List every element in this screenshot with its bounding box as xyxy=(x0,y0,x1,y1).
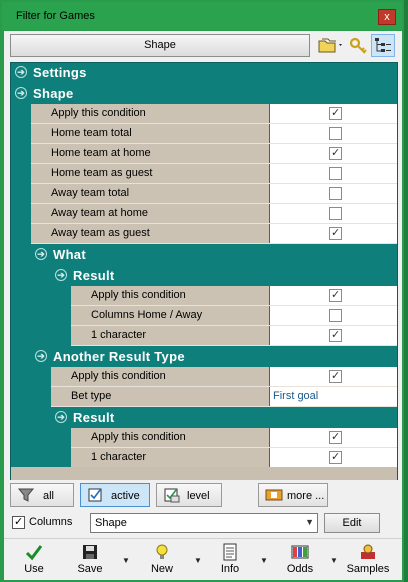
collapse-icon[interactable]: ➔ xyxy=(35,248,47,260)
filter-tree xyxy=(10,62,398,497)
checkbox[interactable] xyxy=(329,309,342,322)
option-label: Away team at home xyxy=(51,207,149,219)
level-icon xyxy=(163,487,181,503)
filter-level-button[interactable] xyxy=(156,483,222,507)
option-row[interactable] xyxy=(71,448,397,468)
checkmark-icon xyxy=(25,543,43,561)
option-row[interactable] xyxy=(51,367,397,387)
option-row[interactable] xyxy=(71,326,397,346)
button-label: Samples xyxy=(346,563,390,575)
section-settings[interactable] xyxy=(11,63,397,83)
collapse-icon[interactable]: ➔ xyxy=(35,350,47,362)
columns-bar xyxy=(4,510,402,536)
section-label: Result xyxy=(73,268,115,283)
button-label: Odds xyxy=(286,563,314,575)
section-label: What xyxy=(53,247,86,262)
columns-label: Columns xyxy=(29,516,73,528)
option-row[interactable] xyxy=(31,164,397,184)
floppy-icon xyxy=(81,543,99,561)
checkbox[interactable] xyxy=(329,107,342,120)
checkbox[interactable] xyxy=(329,167,342,180)
checkbox[interactable] xyxy=(329,147,342,160)
section-shape[interactable] xyxy=(11,84,397,104)
columns-select[interactable] xyxy=(90,513,318,533)
collapse-icon[interactable]: ➔ xyxy=(55,269,67,281)
button-label: more ... xyxy=(287,490,325,502)
section-label: Shape xyxy=(33,86,74,101)
bet-type-value[interactable]: First goal xyxy=(273,390,319,402)
key-icon[interactable] xyxy=(347,34,369,57)
selected-value: Shape xyxy=(95,517,127,529)
use-button[interactable] xyxy=(14,541,54,579)
checkbox[interactable] xyxy=(329,289,342,302)
close-button[interactable]: x xyxy=(378,9,396,25)
option-row[interactable] xyxy=(71,286,397,306)
more-button[interactable] xyxy=(258,483,328,507)
option-label: Apply this condition xyxy=(91,289,186,301)
option-row[interactable] xyxy=(71,428,397,448)
option-row[interactable] xyxy=(51,387,397,407)
edit-button[interactable]: Edit xyxy=(324,513,380,533)
option-row[interactable] xyxy=(31,144,397,164)
option-row[interactable] xyxy=(31,184,397,204)
shape-button[interactable]: Shape xyxy=(10,34,310,57)
option-label: Apply this condition xyxy=(51,107,146,119)
button-label: active xyxy=(111,490,140,502)
lightbulb-icon xyxy=(153,543,171,561)
option-label: Away team total xyxy=(51,187,130,199)
checkbox[interactable] xyxy=(329,127,342,140)
option-label: Bet type xyxy=(71,390,112,402)
odds-button[interactable] xyxy=(276,541,324,579)
odds-table-icon xyxy=(291,543,309,561)
checkbox-icon xyxy=(87,487,105,503)
section-label: Result xyxy=(73,410,115,425)
button-label: level xyxy=(187,490,210,502)
folder-dropdown-icon[interactable] xyxy=(315,34,345,57)
samples-button[interactable] xyxy=(340,541,396,579)
odds-dropdown-icon[interactable]: ▼ xyxy=(330,556,338,565)
chevron-down-icon: ▼ xyxy=(305,517,314,527)
info-dropdown-icon[interactable]: ▼ xyxy=(260,556,268,565)
checkbox[interactable] xyxy=(329,329,342,342)
info-button[interactable] xyxy=(208,541,252,579)
button-label: Use xyxy=(24,563,44,575)
option-row[interactable] xyxy=(31,124,397,144)
samples-icon xyxy=(359,543,377,561)
save-dropdown-icon[interactable]: ▼ xyxy=(122,556,130,565)
client-area xyxy=(4,31,402,580)
checkbox[interactable] xyxy=(329,370,342,383)
checkbox[interactable] xyxy=(329,451,342,464)
section-label: Another Result Type xyxy=(53,349,185,364)
save-button[interactable] xyxy=(68,541,112,579)
filter-all-button[interactable] xyxy=(10,483,74,507)
checkbox[interactable] xyxy=(329,431,342,444)
section-result[interactable] xyxy=(51,266,397,286)
document-icon xyxy=(221,543,239,561)
option-label: Apply this condition xyxy=(71,370,166,382)
checkbox[interactable] xyxy=(329,227,342,240)
button-label: Info xyxy=(220,563,240,575)
bottom-toolbar xyxy=(4,538,402,580)
option-row[interactable] xyxy=(31,224,397,244)
section-result[interactable] xyxy=(51,408,397,428)
option-label: Home team at home xyxy=(51,147,151,159)
section-another-result-type[interactable] xyxy=(31,347,397,367)
window-title: Filter for Games xyxy=(16,10,95,22)
option-label: Apply this condition xyxy=(91,431,186,443)
collapse-icon[interactable]: ➔ xyxy=(55,411,67,423)
option-label: 1 character xyxy=(91,329,147,341)
columns-checkbox[interactable] xyxy=(12,516,25,529)
checkbox[interactable] xyxy=(329,207,342,220)
expand-icon[interactable]: ➔ xyxy=(15,66,27,78)
option-row[interactable] xyxy=(31,104,397,124)
filter-active-button[interactable] xyxy=(80,483,150,507)
section-what[interactable] xyxy=(31,245,397,265)
new-button[interactable] xyxy=(140,541,184,579)
option-row[interactable] xyxy=(31,204,397,224)
checkbox[interactable] xyxy=(329,187,342,200)
button-label: all xyxy=(43,490,55,502)
button-label: Save xyxy=(77,563,103,575)
option-label: Columns Home / Away xyxy=(91,309,203,321)
filter-bar xyxy=(4,480,402,510)
option-label: 1 character xyxy=(91,451,147,463)
tree-view-icon[interactable] xyxy=(371,34,395,57)
button-label: New xyxy=(150,563,173,575)
title-bar xyxy=(2,2,402,30)
collapse-icon[interactable]: ➔ xyxy=(15,87,27,99)
new-dropdown-icon[interactable]: ▼ xyxy=(194,556,202,565)
option-label: Away team as guest xyxy=(51,227,150,239)
option-label: Home team as guest xyxy=(51,167,153,179)
top-toolbar xyxy=(4,31,402,60)
film-icon xyxy=(265,487,283,503)
section-label: Settings xyxy=(33,65,87,80)
option-label: Home team total xyxy=(51,127,132,139)
option-row[interactable] xyxy=(71,306,397,326)
funnel-icon xyxy=(17,487,35,503)
